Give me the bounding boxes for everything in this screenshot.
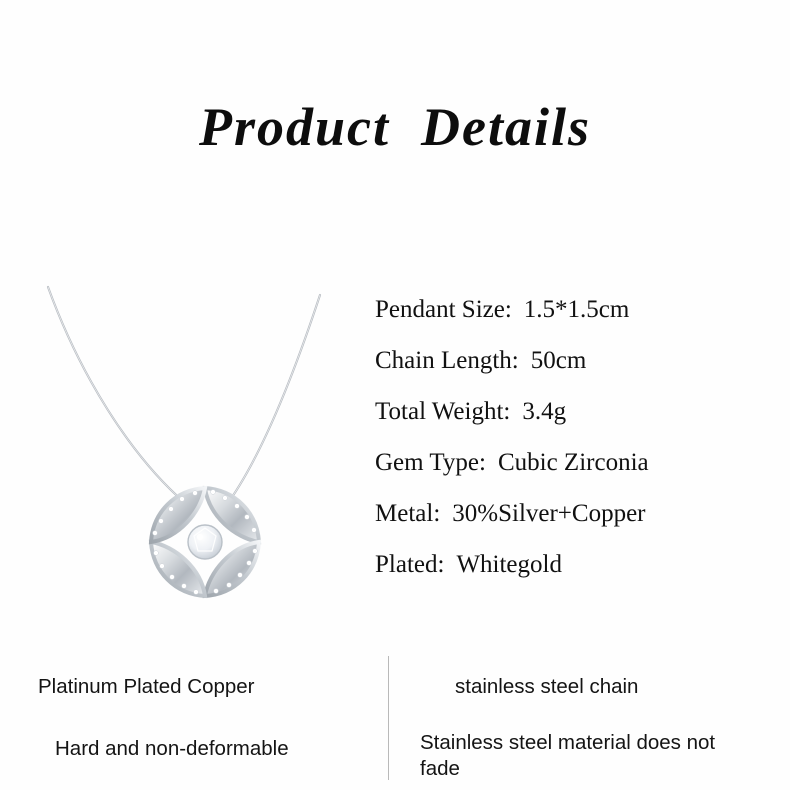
- feature-grid: [0, 650, 790, 790]
- spec-label: Plated:: [375, 551, 445, 578]
- spec-label: Pendant Size:: [375, 296, 512, 323]
- spec-row: [375, 488, 775, 539]
- feature-hard-non-deformable: Hard and non-deformable: [55, 737, 289, 760]
- product-image: [20, 255, 360, 635]
- spec-row: [375, 539, 775, 590]
- spec-row: [375, 284, 775, 335]
- center-gem: [188, 525, 222, 559]
- spec-value: 30%Silver+Copper: [452, 500, 646, 527]
- spec-row: [375, 335, 775, 386]
- spec-value: Whitegold: [456, 551, 562, 578]
- spec-label: Total Weight:: [375, 398, 511, 425]
- spec-value: 50cm: [530, 347, 587, 374]
- spec-value: 3.4g: [522, 398, 567, 425]
- spec-value: 1.5*1.5cm: [523, 296, 630, 323]
- feature-does-not-fade: Stainless steel material does not fade: [420, 731, 716, 780]
- necklace-chain: [48, 287, 320, 507]
- knot-pendant: [151, 488, 259, 596]
- spec-row: [375, 386, 775, 437]
- spec-label: Chain Length:: [375, 347, 519, 374]
- spec-row: [375, 437, 775, 488]
- spec-label: Gem Type:: [375, 449, 486, 476]
- spec-value: Cubic Zirconia: [497, 449, 649, 476]
- page-title: Product Details: [199, 97, 591, 157]
- feature-platinum-plated-copper: Platinum Plated Copper: [38, 675, 255, 698]
- feature-stainless-steel-chain: stainless steel chain: [455, 675, 639, 698]
- spec-label: Metal:: [375, 500, 441, 527]
- spec-list: [375, 284, 775, 590]
